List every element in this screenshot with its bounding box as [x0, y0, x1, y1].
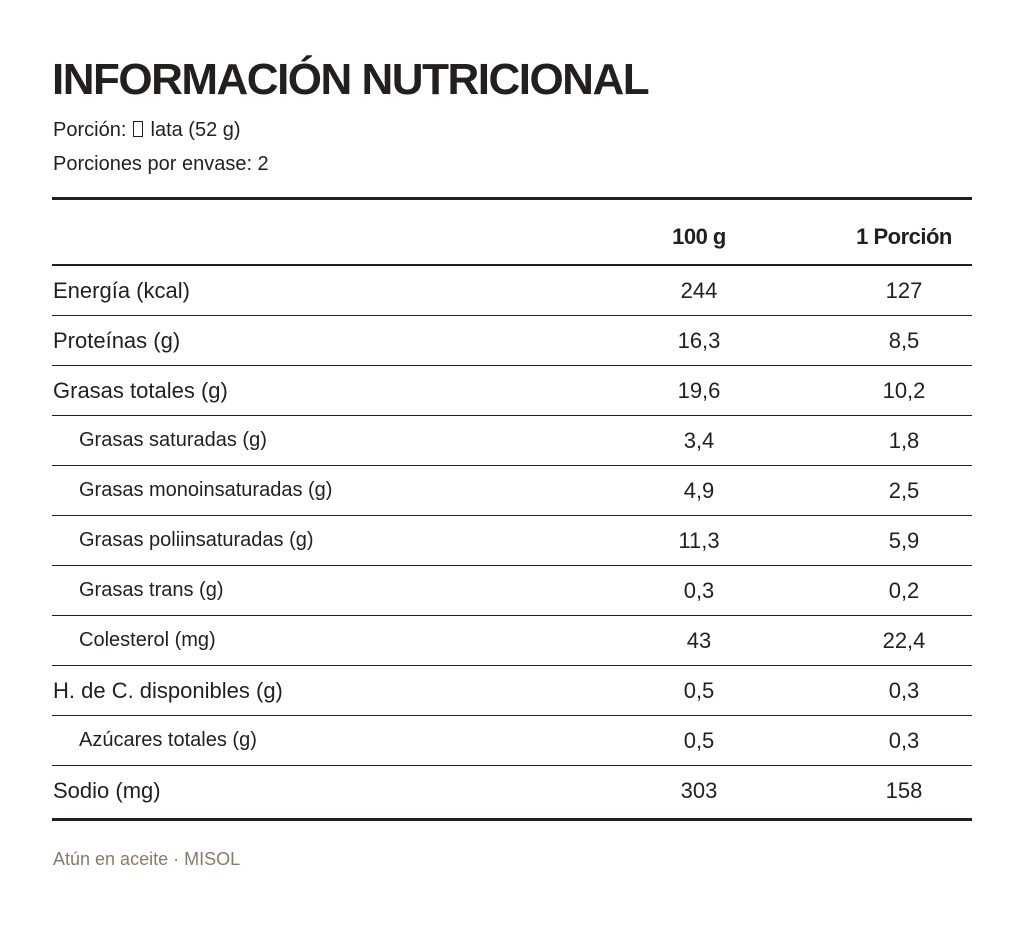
- value-per-serving: 0,3: [888, 678, 920, 703]
- table-header: [52, 200, 972, 266]
- value-per-100g: 3,4: [683, 428, 715, 453]
- table-body: [52, 266, 972, 818]
- nutrition-table: [52, 197, 972, 821]
- value-per-100g: 244: [680, 278, 718, 303]
- value-per-100g: 0,5: [683, 678, 715, 703]
- page-title: INFORMACIÓN NUTRICIONAL: [52, 55, 649, 104]
- serving-size-value: lata (52 g): [150, 119, 241, 141]
- table-row: [52, 716, 972, 766]
- value-per-100g: 43: [686, 628, 712, 653]
- value-per-100g: 303: [680, 778, 718, 803]
- nutrient-label: Grasas totales (g): [53, 378, 228, 403]
- value-per-serving: 1,8: [888, 428, 920, 453]
- value-per-100g: 16,3: [677, 328, 721, 353]
- value-per-serving: 22,4: [882, 628, 926, 653]
- table-row: [52, 616, 972, 666]
- value-per-serving: 0,3: [888, 728, 920, 753]
- table-row: [52, 766, 972, 818]
- table-row: [52, 466, 972, 516]
- nutrient-label: Colesterol (mg): [79, 629, 216, 651]
- servings-per-container: Porciones por envase: 2: [53, 153, 269, 175]
- nutrient-label: Proteínas (g): [53, 328, 181, 353]
- product-footer: Atún en aceite · MISOL: [53, 849, 241, 869]
- nutrient-label: Energía (kcal): [53, 278, 190, 303]
- value-per-100g: 4,9: [683, 478, 715, 503]
- nutrient-label: Grasas poliinsaturadas (g): [79, 529, 314, 551]
- value-per-serving: 0,2: [888, 578, 920, 603]
- table-row: [52, 366, 972, 416]
- value-per-100g: 19,6: [677, 378, 721, 403]
- nutrient-label: Grasas trans (g): [79, 579, 224, 601]
- column-header-per-serving: 1 Porción: [856, 224, 952, 249]
- column-header-per-100g: 100 g: [672, 224, 726, 249]
- value-per-serving: 2,5: [888, 478, 920, 503]
- value-per-serving: 8,5: [888, 328, 920, 353]
- nutrient-label: Grasas saturadas (g): [79, 429, 267, 451]
- table-row: [52, 316, 972, 366]
- value-per-serving: 5,9: [888, 528, 920, 553]
- value-per-100g: 0,3: [683, 578, 715, 603]
- table-row: [52, 516, 972, 566]
- nutrient-label: Grasas monoinsaturadas (g): [79, 479, 333, 501]
- nutrient-label: Azúcares totales (g): [79, 729, 257, 751]
- table-row: [52, 416, 972, 466]
- table-row: [52, 266, 972, 316]
- nutrient-label: H. de C. disponibles (g): [53, 678, 283, 703]
- nutrient-label: Sodio (mg): [53, 778, 161, 803]
- value-per-100g: 0,5: [683, 728, 715, 753]
- missing-glyph-icon: [133, 121, 143, 137]
- serving-size-label: Porción:: [53, 119, 127, 141]
- value-per-serving: 127: [885, 278, 923, 303]
- table-row: [52, 666, 972, 716]
- serving-size: [53, 117, 241, 143]
- value-per-serving: 10,2: [882, 378, 926, 403]
- value-per-serving: 158: [885, 778, 923, 803]
- value-per-100g: 11,3: [678, 528, 720, 553]
- table-row: [52, 566, 972, 616]
